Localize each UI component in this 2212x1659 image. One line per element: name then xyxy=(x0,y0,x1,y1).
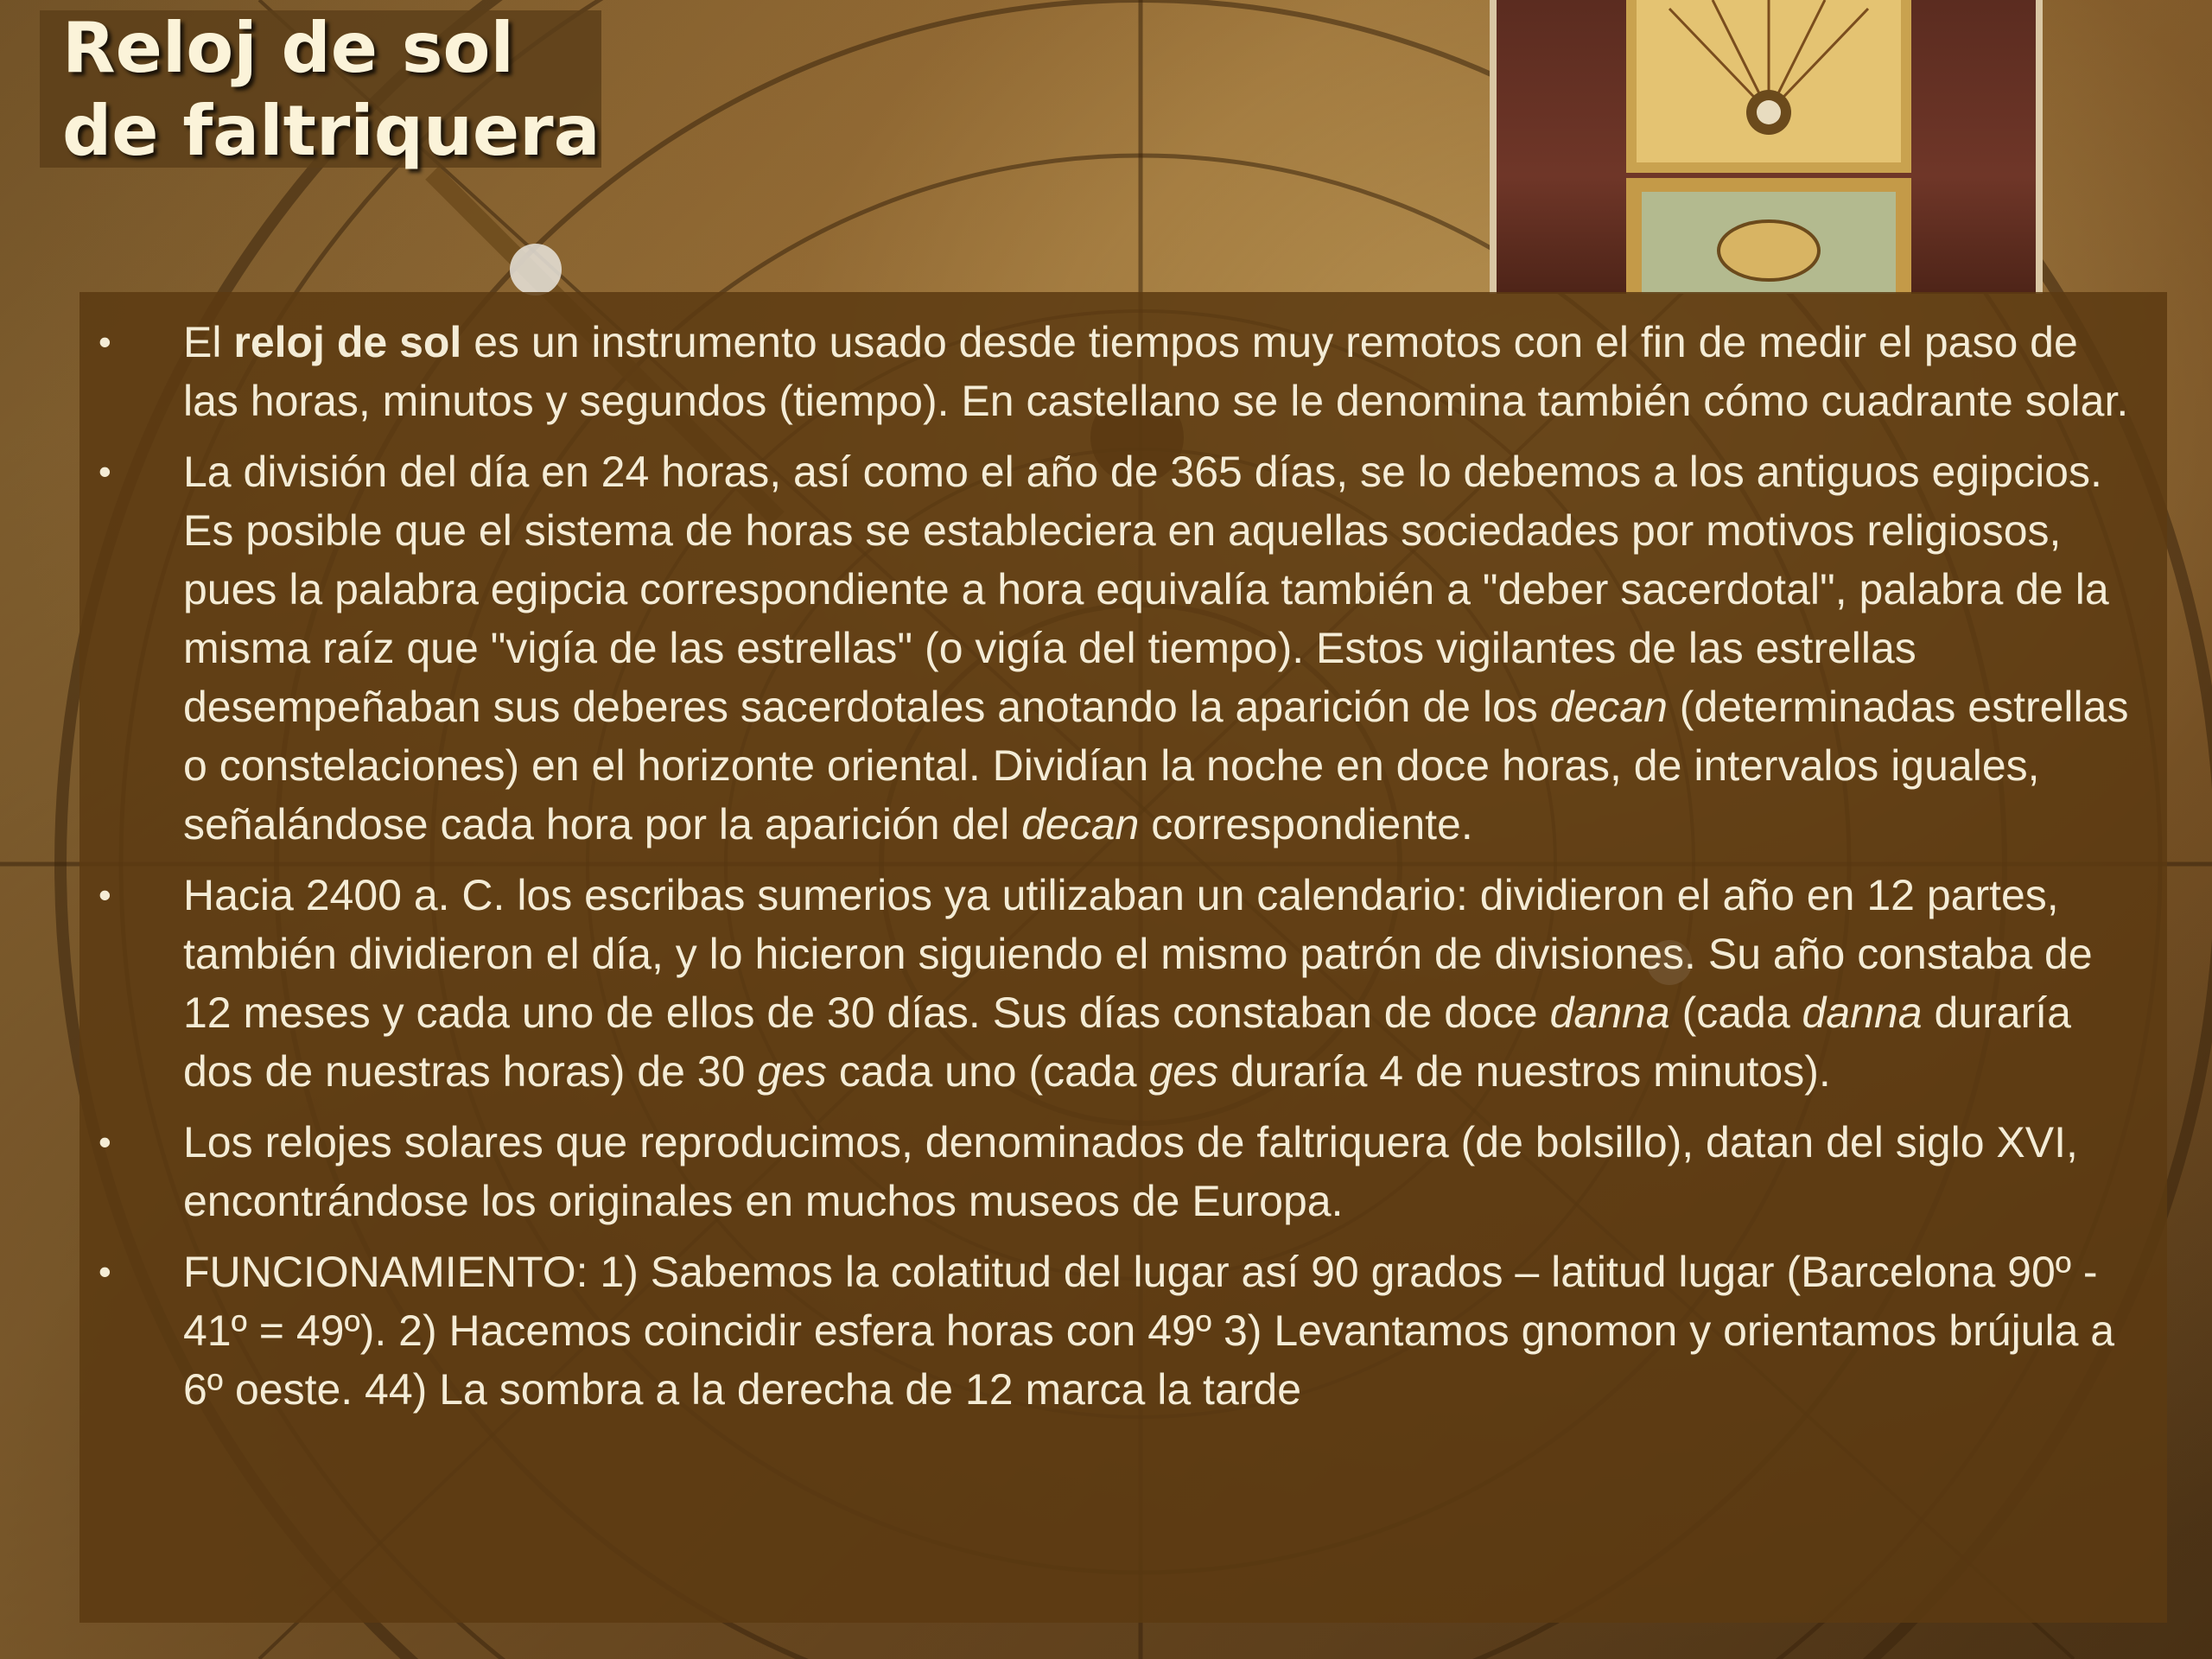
bullet-text-segment: danna xyxy=(1549,988,1670,1037)
bullet-item xyxy=(79,866,2167,1101)
bullet-text-segment: reloj de sol xyxy=(233,318,462,366)
bullet-text-segment: decan xyxy=(1549,683,1668,731)
bullet-text-segment: La división del día en 24 horas, así como el año de 365 días, se lo debemos a los antiguos egipcios. Es posible que el sistema de horas se estableciera en aquellas sociedades por motivos religiosos, pues la palabra egipcia correspondiente a hora equivalía también a "deber sacerdotal", palabra de la misma raíz que "vigía de las estrellas" (o vigía del tiempo). Estos vigilantes de las estrellas desempeñaban sus deberes sacerdotales anotando la aparición de los xyxy=(183,448,2109,731)
title-line-1: Reloj de sol xyxy=(62,8,514,88)
pocket-sundial-photo xyxy=(1490,0,2043,294)
bullet-text-segment: ges xyxy=(757,1047,827,1096)
bullet-marker: • xyxy=(99,1251,111,1292)
bullet-text-segment: (determinadas estrellas o constelaciones) en el horizonte oriental. Dividían la noche en doce horas, de intervalos iguales, señalándose cada hora por la aparición del xyxy=(183,683,2129,849)
slide-title xyxy=(62,7,601,173)
bullet-marker: • xyxy=(99,321,111,362)
bullet-text-segment: danna xyxy=(1802,988,1923,1037)
bullet-text-segment: ges xyxy=(1148,1047,1219,1096)
title-line-2: de faltriquera xyxy=(62,91,601,171)
bullet-text-segment: decan xyxy=(1021,800,1140,849)
content-panel xyxy=(79,292,2167,1623)
bullet-text-segment: correspondiente. xyxy=(1139,800,1473,849)
bullet-item xyxy=(79,313,2167,430)
bullet-text-segment: cada uno (cada xyxy=(826,1047,1149,1096)
bullet-list xyxy=(79,292,2167,1419)
bullet-item xyxy=(79,1243,2167,1419)
bullet-text-segment: (cada xyxy=(1669,988,1802,1037)
bullet-marker: • xyxy=(99,1122,111,1162)
bullet-item xyxy=(79,442,2167,854)
bullet-text-segment: El xyxy=(183,318,234,366)
bullet-text-segment: duraría 4 de nuestros minutos). xyxy=(1218,1047,1831,1096)
bullet-marker: • xyxy=(99,874,111,915)
bullet-text-segment: Hacia 2400 a. C. los escribas sumerios ya utilizaban un calendario: dividieron el año en 12 partes, también dividieron el día, y lo hicieron siguiendo el mismo patrón de divisiones. Su año constaba de 12 meses y cada uno de ellos de 30 días. Sus días constaban de doce xyxy=(183,871,2093,1037)
bullet-text-segment: duraría dos de nuestras horas) de 30 xyxy=(183,988,2071,1096)
bullet-marker: • xyxy=(99,451,111,492)
bullet-text-segment: FUNCIONAMIENTO: 1) Sabemos la colatitud del lugar así 90 grados – latitud lugar (Barcelona 90º - 41º = 49º). 2) Hacemos coincidir esfera horas con 49º 3) Levantamos gnomon y orientamos brújula a 6º oeste. 44) La sombra a la derecha de 12 marca la tarde xyxy=(183,1248,2115,1414)
bullet-item xyxy=(79,1113,2167,1230)
bullet-text-segment: Los relojes solares que reproducimos, denominados de faltriquera (de bolsillo), datan del siglo XVI, encontrándose los originales en muchos museos de Europa. xyxy=(183,1118,2078,1225)
bullet-text-segment: es un instrumento usado desde tiempos muy remotos con el fin de medir el paso de las horas, minutos y segundos (tiempo). En castellano se le denomina también cómo cuadrante solar. xyxy=(183,318,2129,425)
